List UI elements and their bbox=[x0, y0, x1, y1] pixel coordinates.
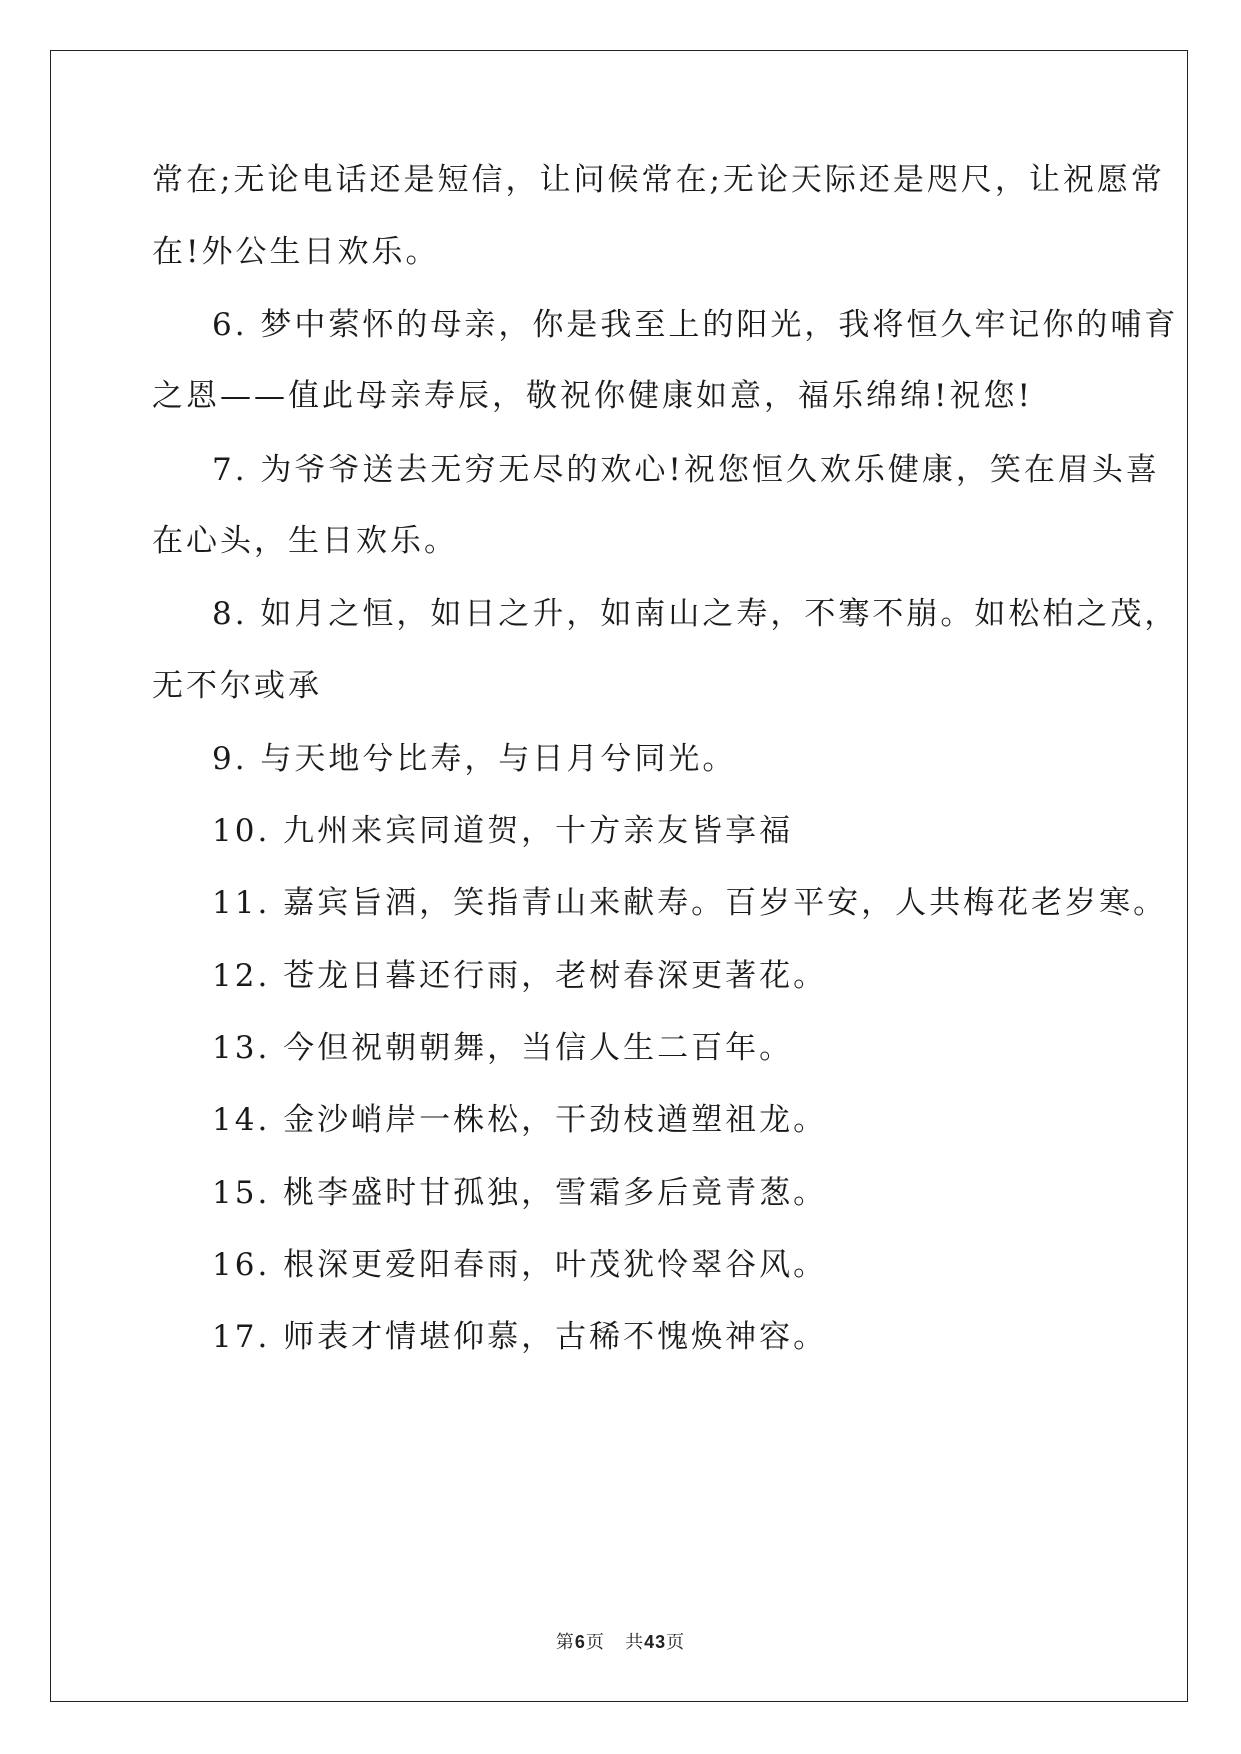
text-line: 无不尔或承 bbox=[152, 668, 322, 704]
total-pages: 43 bbox=[644, 1632, 667, 1652]
list-item-13: 13. 今但祝朝朝舞，当信人生二百年。 bbox=[212, 1030, 794, 1066]
text-line: 常在;无论电话还是短信，让问候常在;无论天际还是咫尺，让祝愿常 bbox=[152, 162, 1165, 198]
footer-total-prefix: 共 bbox=[625, 1632, 645, 1653]
footer-page-suffix: 页 bbox=[585, 1632, 605, 1653]
text-line: 在心头，生日欢乐。 bbox=[152, 523, 458, 559]
list-item-9: 9. 与天地兮比寿，与日月兮同光。 bbox=[212, 741, 737, 777]
list-item-16: 16. 根深更爱阳春雨，叶茂犹怜翠谷风。 bbox=[212, 1247, 828, 1283]
list-item-6: 6. 梦中萦怀的母亲，你是我至上的阳光，我将恒久牢记你的哺育 bbox=[212, 307, 1179, 343]
list-item-12: 12. 苍龙日暮还行雨，老树春深更著花。 bbox=[212, 958, 828, 994]
text-line: 在!外公生日欢乐。 bbox=[152, 234, 440, 270]
list-item-14: 14. 金沙峭岸一株松，干劲枝遒塑祖龙。 bbox=[212, 1102, 828, 1138]
list-item-10: 10. 九州来宾同道贺，十方亲友皆享福 bbox=[212, 813, 794, 849]
text-line: 之恩——值此母亲寿辰，敬祝你健康如意，福乐绵绵!祝您! bbox=[152, 378, 1033, 414]
page-footer bbox=[0, 1628, 1241, 1654]
page-number: 6 bbox=[574, 1632, 586, 1652]
page-border bbox=[50, 50, 1188, 1702]
list-item-15: 15. 桃李盛时甘孤独，雪霜多后竟青葱。 bbox=[212, 1175, 828, 1211]
footer-prefix: 第 bbox=[555, 1632, 575, 1653]
footer-total-suffix: 页 bbox=[666, 1632, 686, 1653]
list-item-11: 11. 嘉宾旨酒，笑指青山来献寿。百岁平安，人共梅花老岁寒。 bbox=[212, 885, 1168, 921]
list-item-17: 17. 师表才情堪仰慕，古稀不愧焕神容。 bbox=[212, 1319, 828, 1355]
list-item-7: 7. 为爷爷送去无穷无尽的欢心!祝您恒久欢乐健康，笑在眉头喜 bbox=[212, 452, 1160, 488]
list-item-8: 8. 如月之恒，如日之升，如南山之寿，不骞不崩。如松柏之茂， bbox=[212, 596, 1179, 632]
